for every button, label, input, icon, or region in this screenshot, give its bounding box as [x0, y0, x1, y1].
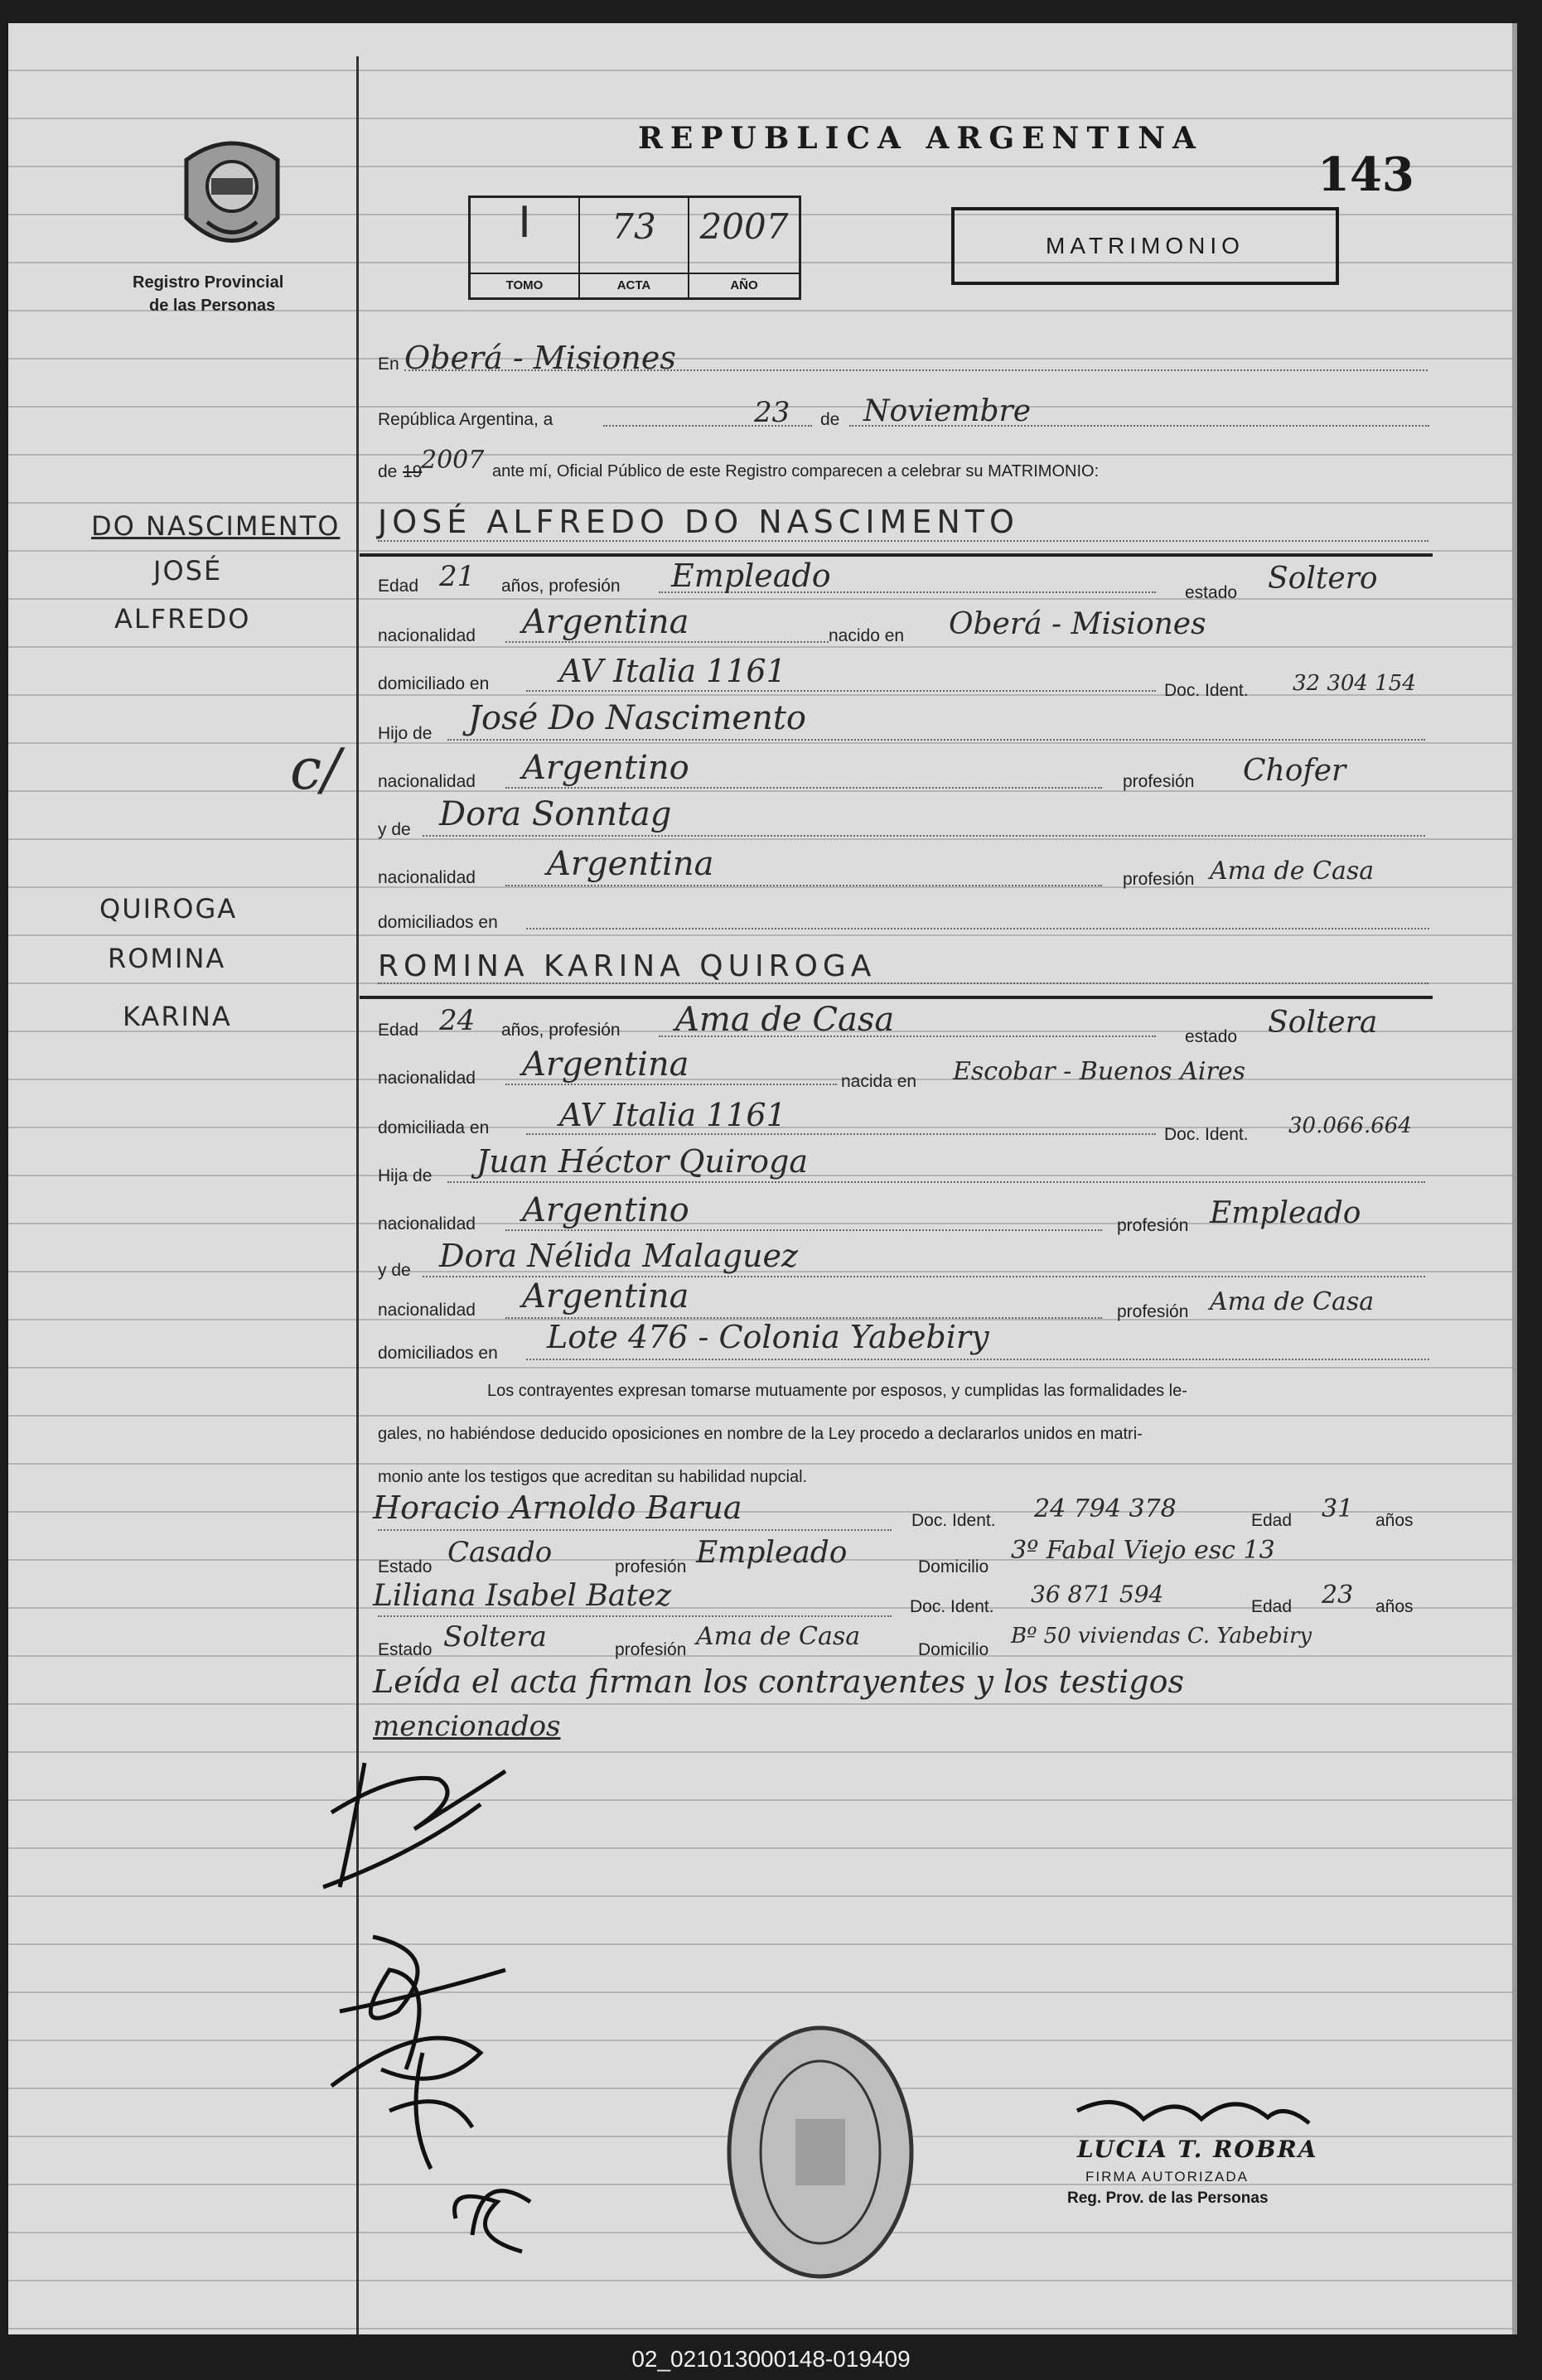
acta-value: 73 — [580, 198, 689, 273]
witness2-name-line — [378, 1615, 892, 1617]
bride-nacionalidad: Argentina — [522, 1045, 689, 1084]
closing-line1: Leída el acta firman los contrayentes y los testigos — [373, 1663, 1185, 1700]
groom-hijo-label: Hijo de — [378, 724, 433, 743]
witness1-doc: 24 794 378 — [1034, 1494, 1177, 1523]
bride-domiciliados-line — [526, 1359, 1429, 1360]
intro-sentence: ante mí, Oficial Público de este Registro comparecen a celebrar su MATRIMONIO: — [492, 462, 1100, 480]
groom-madre-prof-label: profesión — [1123, 870, 1195, 889]
groom-madre-prof: Ama de Casa — [1210, 857, 1375, 886]
groom-madre-nac-label: nacionalidad — [378, 868, 476, 887]
bride-edad: 24 — [439, 1004, 476, 1037]
margin-groom-name1: JOSÉ — [153, 555, 223, 587]
bride-domiciliados-label: domiciliados en — [378, 1344, 498, 1363]
witness2-domicilio: Bº 50 viviendas C. Yabebiry — [1011, 1624, 1312, 1649]
groom-padre-nac-line — [505, 787, 1102, 789]
de-label: de — [820, 410, 840, 429]
witness1-edad-label: Edad — [1251, 1511, 1293, 1530]
year-value: 2007 — [421, 446, 485, 475]
margin-conj: c/ — [290, 737, 341, 803]
bride-hija-label: Hija de — [378, 1166, 433, 1185]
bride-nacionalidad-label: nacionalidad — [378, 1069, 476, 1088]
groom-profesion: Empleado — [671, 558, 831, 594]
groom-madre-nac-line — [505, 885, 1102, 886]
witness1-edad: 31 — [1322, 1494, 1354, 1523]
bride-domiciliados: Lote 476 - Colonia Yabebiry — [547, 1319, 989, 1355]
bride-padre-nac-label: nacionalidad — [378, 1214, 476, 1233]
signature-witness2 — [455, 2191, 530, 2252]
bride-doc-label: Doc. Ident. — [1164, 1125, 1249, 1144]
groom-madre: Dora Sonntag — [439, 795, 672, 833]
bride-edad-label: Edad — [378, 1021, 419, 1040]
bride-padre-nac-line — [505, 1229, 1102, 1231]
bride-anios-profesion: años, profesión — [501, 1021, 621, 1040]
margin-bride-name1: ROMINA — [108, 943, 226, 974]
witness2-anios: años — [1375, 1597, 1414, 1616]
record-type-box — [951, 207, 1339, 285]
witness1-profesion: Empleado — [696, 1536, 848, 1570]
coat-of-arms-icon — [170, 127, 294, 268]
witness2-edad: 23 — [1322, 1581, 1354, 1610]
reference-box — [468, 196, 801, 300]
witness1-prof-label: profesión — [615, 1557, 687, 1576]
witness1-domicilio: 3º Fabal Viejo esc 13 — [1011, 1536, 1275, 1565]
groom-domiciliados-label: domiciliados en — [378, 913, 498, 932]
republica-label: República Argentina, a — [378, 410, 553, 429]
document-page — [8, 23, 1517, 2334]
groom-madre-line — [423, 835, 1425, 837]
groom-section-rule — [360, 553, 1433, 557]
tomo-label: TOMO — [471, 273, 580, 297]
bride-padre-prof-label: profesión — [1117, 1216, 1189, 1235]
city-value: Oberá - Misiones — [404, 340, 676, 376]
groom-yde-label: y de — [378, 820, 411, 839]
groom-padre-line — [447, 739, 1425, 741]
margin-bride-name2: KARINA — [123, 1001, 232, 1032]
bride-full-line — [378, 982, 1428, 984]
officer-office: Reg. Prov. de las Personas — [1067, 2189, 1269, 2207]
groom-nacionalidad: Argentina — [522, 603, 689, 641]
signature-groom — [323, 1763, 505, 1887]
bride-madre-nac-label: nacionalidad — [378, 1301, 476, 1320]
struck-year: 19 — [403, 462, 423, 481]
bride-section-rule — [360, 996, 1433, 999]
witness1-estado-label: Estado — [378, 1557, 433, 1576]
bride-estado-label: estado — [1185, 1027, 1238, 1046]
groom-edad: 21 — [439, 560, 476, 593]
bride-padre-nac: Argentino — [522, 1191, 689, 1229]
witness1-doc-label: Doc. Ident. — [911, 1511, 996, 1530]
officer-title: FIRMA AUTORIZADA — [1085, 2169, 1249, 2184]
witness2-name: Liliana Isabel Batez — [373, 1579, 672, 1613]
groom-domicilio-line — [526, 690, 1156, 692]
statement-line1: Los contrayentes expresan tomarse mutuamente por esposos, y cumplidas las formalidades le- — [487, 1382, 1187, 1400]
groom-nacionalidad-line — [505, 641, 829, 643]
bride-domicilio: AV Italia 1161 — [559, 1097, 786, 1133]
groom-nacido-label: nacido en — [829, 626, 905, 645]
witness1-estado: Casado — [447, 1536, 553, 1569]
witness2-estado: Soltera — [443, 1620, 547, 1653]
bride-domicilio-label: domiciliada en — [378, 1118, 490, 1137]
day-value: 23 — [754, 396, 790, 429]
record-type-label: MATRIMONIO — [1046, 233, 1245, 258]
closing-line2: mencionados — [373, 1710, 561, 1743]
year-prefix: de — [378, 462, 398, 481]
month-value: Noviembre — [863, 394, 1032, 428]
groom-doc: 32 304 154 — [1293, 671, 1416, 696]
groom-padre-nac-label: nacionalidad — [378, 772, 476, 791]
bride-domicilio-line — [526, 1133, 1156, 1135]
witness1-dom-label: Domicilio — [918, 1557, 989, 1576]
bride-madre-prof: Ama de Casa — [1210, 1287, 1375, 1316]
bride-padre: Juan Héctor Quiroga — [476, 1143, 809, 1180]
bride-full-name: ROMINA KARINA QUIROGA — [378, 949, 877, 983]
acta-label: ACTA — [580, 273, 689, 297]
groom-domicilio-label: domiciliado en — [378, 674, 490, 693]
witness1-name: Horacio Arnoldo Barua — [373, 1489, 742, 1526]
bride-yde-label: y de — [378, 1261, 411, 1280]
witness2-prof-label: profesión — [615, 1640, 687, 1659]
registry-name-line2: de las Personas — [149, 297, 276, 315]
bride-estado: Soltera — [1268, 1006, 1378, 1040]
bride-profesion: Ama de Casa — [675, 1001, 895, 1039]
groom-estado-label: estado — [1185, 583, 1238, 602]
statement-line3: monio ante los testigos que acreditan su habilidad nupcial. — [378, 1468, 808, 1486]
bride-madre-prof-label: profesión — [1117, 1302, 1189, 1321]
country-title: REPUBLICA ARGENTINA — [638, 121, 1203, 156]
official-seal-icon — [721, 2020, 920, 2285]
bride-padre-line — [447, 1181, 1425, 1183]
footer-code: 02_021013000148-019409 — [631, 2346, 911, 2372]
anio-label: AÑO — [689, 273, 799, 297]
witness2-profesion: Ama de Casa — [696, 1622, 861, 1651]
groom-full-name: JOSÉ ALFREDO DO NASCIMENTO — [378, 504, 1019, 540]
groom-domicilio: AV Italia 1161 — [559, 653, 786, 689]
groom-doc-label: Doc. Ident. — [1164, 681, 1249, 700]
groom-estado: Soltero — [1268, 562, 1378, 596]
witness2-doc: 36 871 594 — [1031, 1581, 1164, 1608]
bride-nacida-label: nacida en — [841, 1072, 917, 1091]
witness2-estado-label: Estado — [378, 1640, 433, 1659]
anio-value: 2007 — [699, 206, 789, 247]
tomo-value: I — [471, 198, 580, 273]
groom-nacido: Oberá - Misiones — [949, 607, 1206, 641]
witness1-name-line — [378, 1529, 892, 1531]
margin-groom-name2: ALFREDO — [114, 603, 251, 635]
margin-bride-surname: QUIROGA — [99, 893, 238, 924]
witness2-doc-label: Doc. Ident. — [910, 1597, 994, 1616]
witness1-anios: años — [1375, 1511, 1414, 1530]
groom-anios-profesion: años, profesión — [501, 577, 621, 596]
witness2-edad-label: Edad — [1251, 1597, 1293, 1616]
bride-madre-nac: Argentina — [522, 1277, 689, 1316]
en-label: En — [378, 355, 399, 374]
bride-madre: Dora Nélida Malaguez — [439, 1238, 799, 1274]
groom-madre-nac: Argentina — [547, 845, 714, 883]
groom-padre-prof-label: profesión — [1123, 772, 1195, 791]
groom-nacionalidad-label: nacionalidad — [378, 626, 476, 645]
bride-doc: 30.066.664 — [1288, 1113, 1412, 1138]
groom-full-line — [378, 540, 1428, 542]
groom-padre-nac: Argentino — [522, 749, 689, 787]
groom-domiciliados-line — [526, 928, 1429, 929]
groom-edad-label: Edad — [378, 577, 419, 596]
margin-groom-surname: DO NASCIMENTO — [91, 510, 341, 542]
statement-line2: gales, no habiéndose deducido oposiciones en nombre de la Ley procedo a declararlos unidos en matri- — [378, 1425, 1143, 1443]
folio-number: 143 — [1317, 147, 1414, 202]
groom-padre: José Do Nascimento — [468, 699, 806, 737]
bride-nacida: Escobar - Buenos Aires — [953, 1057, 1245, 1086]
signatures-group — [315, 1738, 580, 2285]
bride-padre-prof: Empleado — [1210, 1196, 1361, 1230]
officer-name: LUCIA T. ROBRA — [1077, 2136, 1318, 2163]
bride-nacionalidad-line — [505, 1084, 837, 1085]
groom-padre-prof: Chofer — [1243, 754, 1346, 788]
witness2-dom-label: Domicilio — [918, 1640, 989, 1659]
registry-name-line1: Registro Provincial — [133, 273, 284, 292]
